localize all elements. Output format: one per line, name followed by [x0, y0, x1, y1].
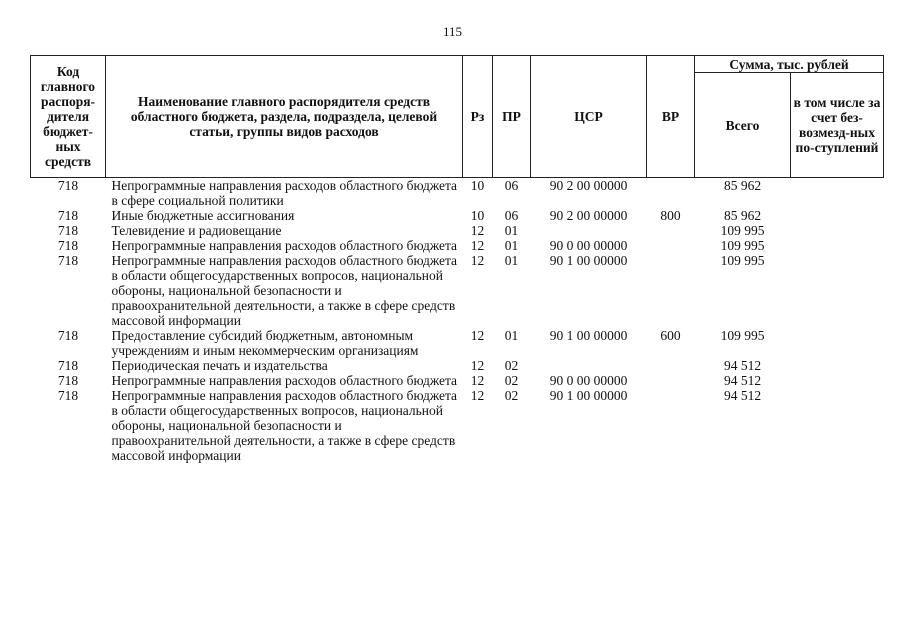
cell-csr: 90 0 00 00000 — [549, 373, 628, 388]
cell-gratuitous — [791, 208, 884, 223]
cell-code: 718 — [57, 238, 79, 253]
table-row — [31, 178, 884, 209]
cell-pr: 02 — [504, 373, 519, 388]
cell-vr: 600 — [660, 328, 681, 343]
table-row — [31, 253, 884, 328]
cell-total: 94 512 — [723, 373, 762, 388]
cell-csr: 90 1 00 00000 — [549, 328, 628, 343]
header-csr: ЦСР — [531, 56, 647, 178]
cell-vr — [647, 253, 695, 328]
cell-pr: 01 — [504, 328, 519, 343]
cell-rz: 10 — [470, 208, 485, 223]
table-row — [31, 238, 884, 253]
cell-pr: 01 — [504, 238, 519, 253]
cell-pr: 02 — [504, 358, 519, 373]
table-body — [31, 178, 884, 464]
header-rz: Рз — [463, 56, 493, 178]
cell-vr — [647, 238, 695, 253]
header-vr: ВР — [647, 56, 695, 178]
cell-csr: 90 1 00 00000 — [549, 253, 628, 268]
cell-rz: 10 — [470, 178, 485, 193]
table-header — [31, 56, 884, 178]
cell-rz: 12 — [470, 373, 485, 388]
header-sum-group: Сумма, тыс. рублей — [695, 56, 884, 73]
cell-name: Иные бюджетные ассигнования — [111, 208, 295, 223]
cell-total: 85 962 — [723, 208, 762, 223]
table-row — [31, 328, 884, 358]
table-row — [31, 373, 884, 388]
table-row — [31, 223, 884, 238]
table-row — [31, 208, 884, 223]
table-row — [31, 388, 884, 463]
cell-total: 109 995 — [720, 328, 765, 343]
header-name: Наименование главного распорядителя средств областного бюджета, раздела, подраздела, целевой статьи, группы видов расходов — [106, 56, 463, 178]
table-row — [31, 358, 884, 373]
cell-gratuitous — [791, 178, 884, 209]
cell-total: 109 995 — [720, 253, 765, 268]
cell-name: Непрограммные направления расходов областного бюджета в сфере социальной политики — [111, 178, 458, 208]
header-code: Код главного распоря-дителя бюджет-ных средств — [31, 56, 106, 178]
header-total: Всего — [695, 73, 791, 178]
cell-pr: 06 — [504, 178, 519, 193]
cell-rz: 12 — [470, 253, 485, 268]
cell-name: Непрограммные направления расходов областного бюджета в области общегосударственных вопросов, национальной обороны, национальной безопасности и правоохранительной деятельности, а также в сфере средств массовой информации — [111, 388, 458, 463]
cell-csr: 90 1 00 00000 — [549, 388, 628, 403]
cell-csr — [531, 358, 647, 373]
cell-rz: 12 — [470, 358, 485, 373]
cell-pr: 02 — [504, 388, 519, 403]
cell-code: 718 — [57, 208, 79, 223]
cell-rz: 12 — [470, 328, 485, 343]
cell-name: Предоставление субсидий бюджетным, автономным учреждениям и иным некоммерческим организациям — [111, 328, 419, 358]
cell-pr: 01 — [504, 253, 519, 268]
page-number: 115 — [442, 24, 463, 39]
cell-gratuitous — [791, 358, 884, 373]
cell-code: 718 — [57, 223, 79, 238]
cell-pr: 01 — [504, 223, 519, 238]
cell-code: 718 — [57, 358, 79, 373]
cell-rz: 12 — [470, 223, 485, 238]
cell-total: 94 512 — [723, 388, 762, 403]
cell-code: 718 — [57, 388, 79, 403]
cell-code: 718 — [57, 253, 79, 268]
cell-code: 718 — [57, 328, 79, 343]
cell-rz: 12 — [470, 388, 485, 403]
cell-pr: 06 — [504, 208, 519, 223]
cell-csr: 90 2 00 00000 — [549, 208, 628, 223]
cell-total: 109 995 — [720, 223, 765, 238]
header-gratuitous: в том числе за счет без-возмезд-ных по-ступлений — [791, 73, 884, 178]
cell-csr — [531, 223, 647, 238]
cell-vr — [647, 223, 695, 238]
cell-vr — [647, 358, 695, 373]
cell-total: 109 995 — [720, 238, 765, 253]
cell-name: Телевидение и радиовещание — [111, 223, 282, 238]
cell-code: 718 — [57, 373, 79, 388]
cell-rz: 12 — [470, 238, 485, 253]
cell-csr: 90 2 00 00000 — [549, 178, 628, 193]
cell-vr — [647, 373, 695, 388]
cell-gratuitous — [791, 223, 884, 238]
header-pr: ПР — [493, 56, 531, 178]
cell-vr — [647, 388, 695, 463]
cell-name: Непрограммные направления расходов областного бюджета в области общегосударственных вопросов, национальной обороны, национальной безопасности и правоохранительной деятельности, а также в сфере средств массовой информации — [111, 253, 458, 328]
cell-name: Непрограммные направления расходов областного бюджета — [111, 238, 458, 253]
budget-table — [30, 55, 884, 463]
cell-gratuitous — [791, 238, 884, 253]
cell-gratuitous — [791, 373, 884, 388]
cell-total: 94 512 — [723, 358, 762, 373]
cell-vr: 800 — [660, 208, 681, 223]
cell-csr: 90 0 00 00000 — [549, 238, 628, 253]
cell-name: Непрограммные направления расходов областного бюджета — [111, 373, 458, 388]
cell-gratuitous — [791, 253, 884, 328]
cell-vr — [647, 178, 695, 209]
cell-code: 718 — [57, 178, 79, 193]
cell-gratuitous — [791, 328, 884, 358]
cell-name: Периодическая печать и издательства — [111, 358, 328, 373]
cell-total: 85 962 — [723, 178, 762, 193]
cell-gratuitous — [791, 388, 884, 463]
